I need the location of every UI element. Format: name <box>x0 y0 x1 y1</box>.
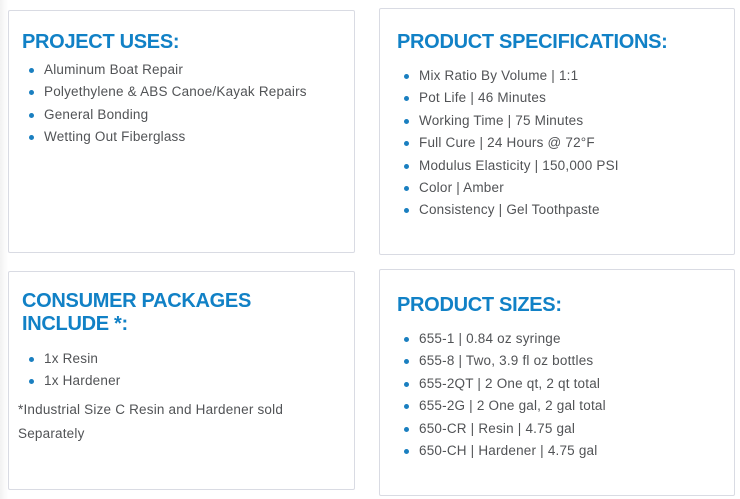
list-item-text: 655-2QT | 2 One qt, 2 qt total <box>419 375 601 391</box>
panel-project-uses <box>8 10 355 253</box>
list-item-text: Aluminum Boat Repair <box>44 62 184 77</box>
bullet-icon <box>404 186 409 191</box>
list-item-text: Modulus Elasticity | 150,000 PSI <box>419 157 619 173</box>
list-item-text: 1x Resin <box>44 351 99 366</box>
list-item-text: Mix Ratio By Volume | 1:1 <box>419 68 579 83</box>
bullet-icon <box>404 164 409 169</box>
bullet-icon <box>29 379 34 384</box>
project-uses-list <box>22 59 338 149</box>
bullet-icon <box>404 208 409 213</box>
list-item-text: Wetting Out Fiberglass <box>44 129 186 145</box>
list-item-text: Working Time | 75 Minutes <box>419 112 584 128</box>
panel-product-specifications <box>379 8 735 255</box>
bullet-icon <box>404 74 409 79</box>
consumer-packages-list <box>22 348 338 393</box>
list-item <box>404 328 718 350</box>
consumer-packages-footnote: *Industrial Size C Resin and Hardener sold Separately <box>18 401 284 441</box>
bullet-icon <box>404 359 409 364</box>
product-sizes-title: PRODUCT SIZES: <box>397 294 562 316</box>
list-item <box>404 418 718 440</box>
list-item-text: General Bonding <box>44 106 149 122</box>
list-item <box>404 199 718 221</box>
list-item <box>404 440 718 462</box>
list-item-text: Full Cure | 24 Hours @ 72°F <box>419 135 595 151</box>
list-item <box>404 110 718 132</box>
list-item <box>404 177 718 199</box>
consumer-packages-title: CONSUMER PACKAGES INCLUDE *: <box>22 290 251 335</box>
bullet-icon <box>404 96 409 101</box>
list-item-text: 650-CR | Resin | 4.75 gal <box>419 420 576 436</box>
list-item <box>404 65 718 87</box>
list-item <box>29 370 338 392</box>
bullet-icon <box>404 449 409 454</box>
list-item <box>29 126 338 148</box>
list-item-text: Color | Amber <box>419 180 504 196</box>
bullet-icon <box>404 337 409 342</box>
bullet-icon <box>29 113 34 118</box>
bullet-icon <box>404 382 409 387</box>
bullet-icon <box>404 119 409 124</box>
list-item <box>29 59 338 81</box>
panel-consumer-packages <box>8 271 355 490</box>
list-item-text: 655-1 | 0.84 oz syringe <box>419 331 561 346</box>
list-item <box>404 87 718 109</box>
list-item <box>404 373 718 395</box>
list-item <box>404 395 718 417</box>
list-item-text: Polyethylene & ABS Canoe/Kayak Repairs <box>44 84 307 100</box>
list-item-text: 650-CH | Hardener | 4.75 gal <box>419 443 598 459</box>
list-item-text: 655-8 | Two, 3.9 fl oz bottles <box>419 353 594 369</box>
bullet-icon <box>404 427 409 432</box>
bullet-icon <box>29 90 34 95</box>
panel-product-sizes <box>379 269 735 496</box>
product-specifications-title: PRODUCT SPECIFICATIONS: <box>397 31 668 53</box>
bullet-icon <box>404 404 409 409</box>
bullet-icon <box>29 357 34 362</box>
list-item <box>404 155 718 177</box>
list-item <box>404 132 718 154</box>
list-item-text: Pot Life | 46 Minutes <box>419 90 547 106</box>
list-item <box>29 104 338 126</box>
list-item-text: 655-2G | 2 One gal, 2 gal total <box>419 398 606 414</box>
product-specifications-list <box>397 65 718 222</box>
list-item <box>29 81 338 103</box>
product-sizes-list <box>397 328 718 462</box>
bullet-icon <box>404 141 409 146</box>
list-item-text: 1x Hardener <box>44 373 121 389</box>
list-item <box>404 350 718 372</box>
bullet-icon <box>29 135 34 140</box>
project-uses-title: PROJECT USES: <box>22 31 180 53</box>
bullet-icon <box>29 68 34 73</box>
list-item-text: Consistency | Gel Toothpaste <box>419 202 600 218</box>
list-item <box>29 348 338 370</box>
